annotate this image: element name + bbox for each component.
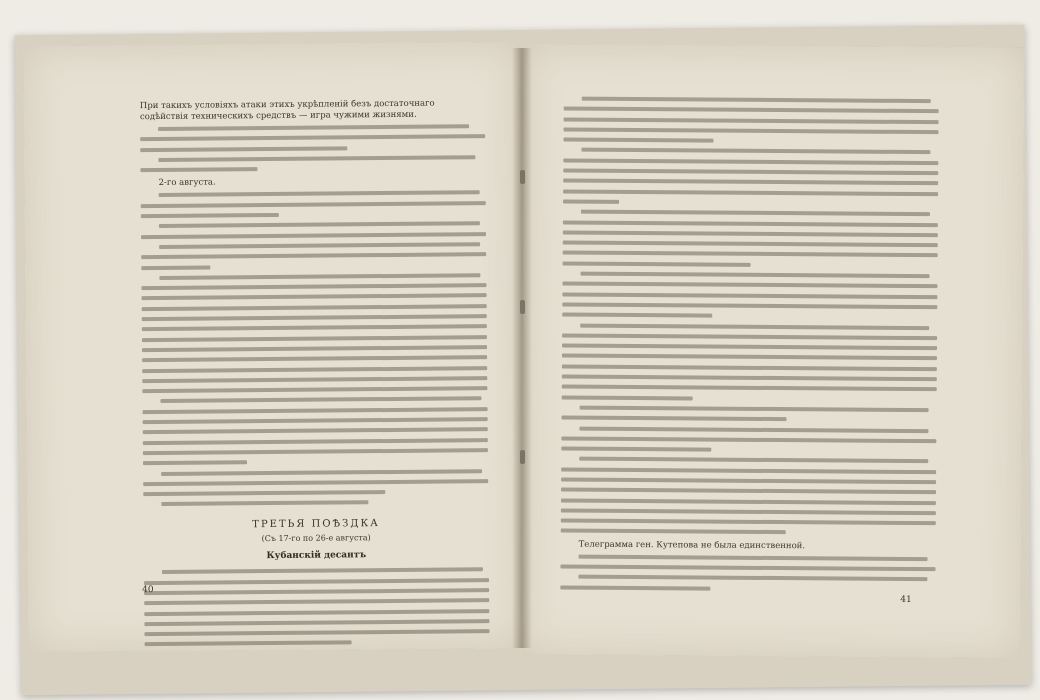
left-page-text	[140, 98, 490, 653]
section-subtitle: Кубанскій десантъ	[266, 550, 367, 562]
staple	[520, 300, 525, 314]
date-heading: 2-го августа.	[158, 177, 216, 189]
telegram-line: Телеграмма ген. Кутепова не была единственной.	[578, 539, 806, 552]
paragraph	[140, 124, 485, 152]
section-dates: (Съ 17-го по 26-е августа)	[261, 533, 371, 544]
page-number: 40	[142, 585, 154, 596]
page-number: 41	[900, 594, 912, 605]
right-page	[520, 44, 1024, 657]
paragraph	[561, 97, 939, 536]
book-gutter	[512, 48, 532, 648]
paragraph	[141, 191, 489, 507]
paragraph	[560, 554, 935, 592]
paragraph-text: При такихъ условіяхъ атаки этихъ укрѣпленій безъ достаточнаго содѣйствія техническихъ средствъ — игра чужими жизнями.	[139, 98, 435, 123]
staple	[520, 170, 525, 184]
paragraph	[140, 155, 485, 172]
paragraph	[140, 98, 485, 123]
right-page-text	[560, 97, 938, 599]
section-title: ТРЕТЬЯ ПОѢЗДКА	[252, 518, 380, 531]
paragraph	[144, 568, 490, 647]
staple	[520, 450, 525, 464]
left-page	[23, 42, 524, 652]
